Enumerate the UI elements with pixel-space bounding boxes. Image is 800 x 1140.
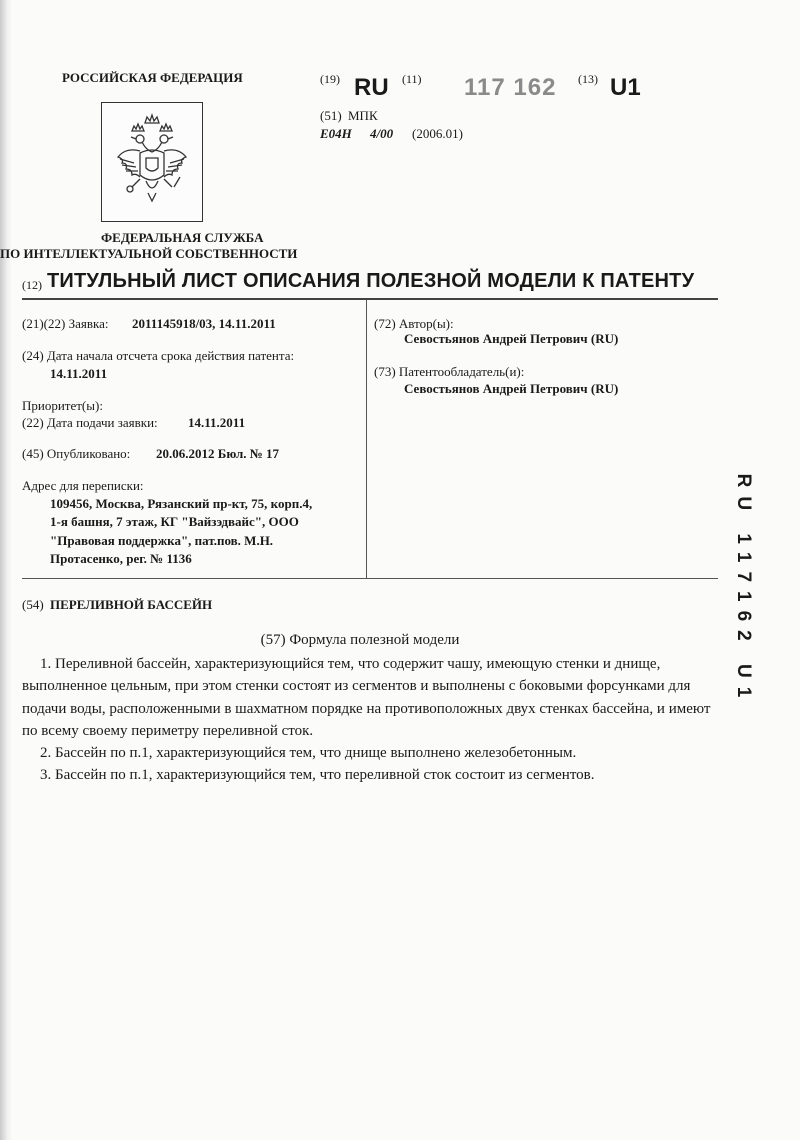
address-label: Адрес для переписки: — [22, 478, 144, 493]
address-line: 1-я башня, 7 этаж, КГ "Вайзэдвайс", ООО — [50, 514, 299, 529]
scan-edge-shadow — [0, 0, 12, 1140]
author-label: (72) Автор(ы): — [374, 316, 454, 331]
kind-code: U1 — [610, 74, 641, 101]
claim-3: 3. Бассейн по п.1, характеризующийся тем, что переливной сток состоит из сегментов. — [40, 767, 595, 784]
address-line: "Правовая поддержка", пат.пов. М.Н. — [50, 533, 274, 548]
filing-date-value: 14.11.2011 — [188, 415, 246, 430]
inid-code-11: (11) — [402, 72, 422, 86]
country-code: RU — [354, 74, 389, 101]
column-divider — [366, 300, 367, 578]
inid-code-12: (12) — [22, 278, 42, 292]
agency-name-line1: ФЕДЕРАЛЬНАЯ СЛУЖБА — [101, 230, 264, 245]
term-start-label: (24) Дата начала отсчета срока действия патента: — [22, 348, 295, 363]
side-label — [728, 420, 758, 760]
claims — [22, 653, 712, 787]
address-line: Протасенко, рег. № 1136 — [50, 551, 192, 566]
document-title: ТИТУЛЬНЫЙ ЛИСТ ОПИСАНИЯ ПОЛЕЗНОЙ МОДЕЛИ К ПАТЕНТУ — [47, 270, 695, 292]
claim-2: 2. Бассейн по п.1, характеризующийся тем, что днище выполнено железобетонным. — [40, 745, 577, 762]
ipc-group: 4/00 — [370, 126, 394, 141]
author-value: Севостьянов Андрей Петрович (RU) — [404, 331, 619, 346]
section-rule — [22, 578, 718, 579]
priority-label: Приоритет(ы): — [22, 398, 103, 413]
published-value: 20.06.2012 Бюл. № 17 — [156, 446, 280, 461]
application-value: 2011145918/03, 14.11.2011 — [132, 316, 276, 331]
inid-code-51: (51) — [320, 108, 342, 123]
mpk-label: МПК — [348, 108, 378, 123]
claim-1: 1. Переливной бассейн, характеризующийся тем, что содержит чашу, имеющую стенки и днище, выполненное цельным, при этом стенки состоят из сегментов и выполнены с боковыми форсунками для подачи воды, расположенными в шахматном порядке на противоположных двух стенках бассейна, и имеют по всему своему периметру переливной сток. — [22, 656, 711, 739]
owner-value: Севостьянов Андрей Петрович (RU) — [404, 381, 619, 396]
term-start-value: 14.11.2011 — [50, 366, 108, 381]
title-rule — [22, 298, 718, 300]
inid-code-13: (13) — [578, 72, 598, 86]
side-label-text: RU 117162 U1 — [733, 473, 754, 707]
inid-code-19: (19) — [320, 72, 340, 86]
address-line: 109456, Москва, Рязанский пр-кт, 75, корп.4, — [50, 496, 313, 511]
agency-name-line2: ПО ИНТЕЛЛЕКТУАЛЬНОЙ СОБСТВЕННОСТИ — [0, 246, 298, 261]
country-name: РОССИЙСКАЯ ФЕДЕРАЦИЯ — [62, 70, 243, 85]
formula-heading: (57) Формула полезной модели — [260, 632, 460, 648]
invention-name: ПЕРЕЛИВНОЙ БАССЕЙН — [50, 597, 213, 612]
ipc-class: E04H — [320, 126, 352, 141]
owner-label: (73) Патентообладатель(и): — [374, 364, 525, 379]
published-label: (45) Опубликовано: — [22, 446, 131, 461]
inid-code-54: (54) — [22, 597, 44, 612]
ipc-version: (2006.01) — [412, 126, 463, 141]
emblem-icon — [101, 102, 203, 222]
filing-date-label: (22) Дата подачи заявки: — [22, 415, 158, 430]
application-label: (21)(22) Заявка: — [22, 316, 109, 331]
patent-number: 117 162 — [464, 74, 557, 101]
